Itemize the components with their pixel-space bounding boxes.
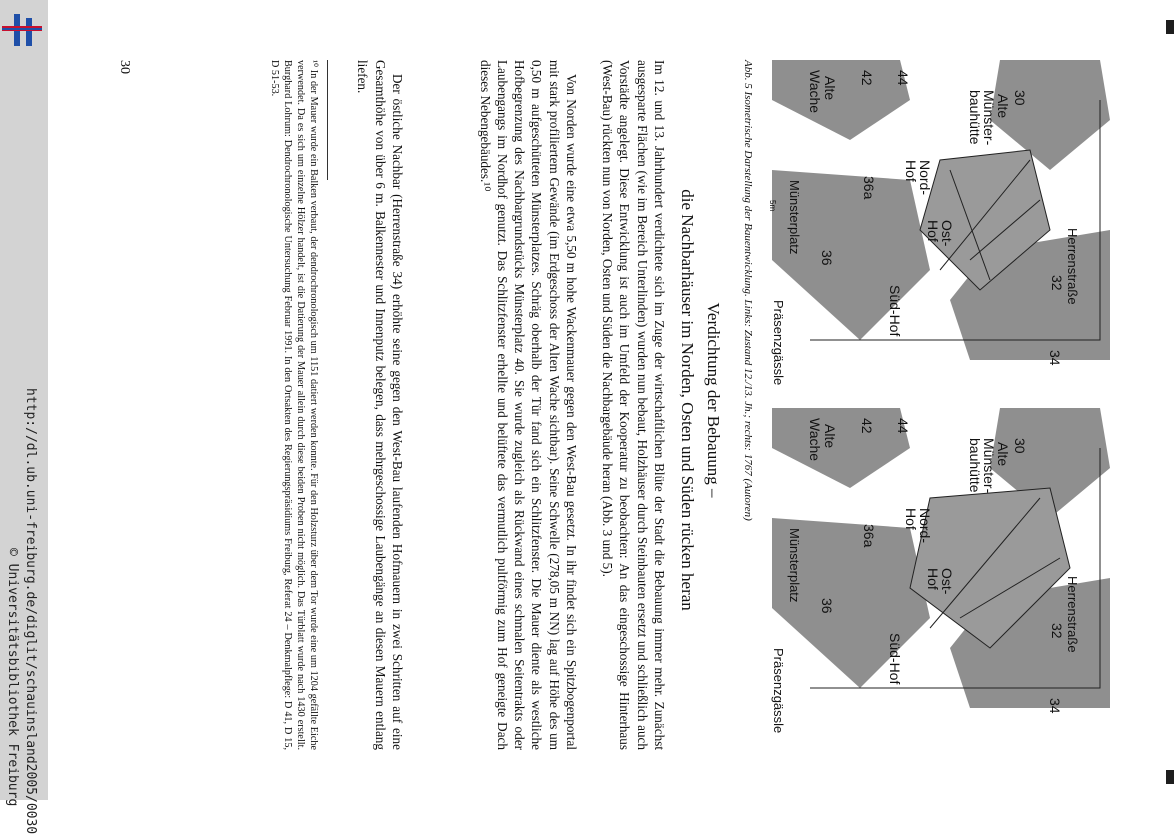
rotated-scan-page	[48, 0, 1110, 800]
label-alte-muensterbauhuette-2: Münster-	[981, 438, 997, 494]
label-praesenzgaessle: Präsenzgässle	[771, 648, 786, 734]
label-ost-hof-2: Hof	[925, 220, 941, 242]
label-herrenstrasse: Herrenstraße	[1065, 576, 1080, 653]
edge-mark	[1166, 770, 1174, 784]
label-praesenzgaessle: Präsenzgässle	[771, 300, 786, 386]
footnote-rule	[327, 60, 328, 180]
section-heading-line-1: Verdichtung der Bebauung –	[704, 302, 723, 498]
isometric-svg-left	[768, 60, 1110, 386]
label-nord-hof-2: Hof	[903, 508, 919, 530]
isometric-drawing-left	[768, 60, 1110, 386]
page-number: 30	[117, 60, 132, 74]
paragraph-1: Im 12. und 13. Jahrhundert verdichtete sich im Zuge der wirtschaftlichen Blüte der Stadt die Bebauung immer mehr. Zunächst ausgesparte Flächen (wie im Bereich Unterlinden) wurden nun bebaut, Holzhäuser durch Steinbauten ersetzt und schließlich auch Vorstädte angelegt. Diese Entwicklung ist auch im Umfeld der Kooperatur zu beobachten: An das eingeschossige Hinterhaus (West-Bau) rückten nun von Norden, Osten und Süden die Nachbargebäude heran (Abb. 3 und 5).	[600, 60, 667, 750]
isometric-drawing-right	[771, 408, 1110, 734]
label-muensterplatz: Münsterplatz	[787, 528, 802, 603]
paragraph-3: Der östliche Nachbar (Herrenstraße 34) erhöhte seine gegen den West-Bau laufenden Hofmauern in zwei Schritten auf eine Gesamthöhe von über 6 m. Balkennester und Innenputz belegen, dass mehrgeschossige Laubengänge an diesen Mauern entlang liefen.	[355, 60, 405, 750]
label-44: 44	[895, 70, 911, 86]
label-sued-hof: Süd-Hof	[887, 285, 903, 337]
label-42: 42	[859, 418, 875, 434]
label-nord-hof-1: Nord-	[917, 508, 933, 544]
label-ost-hof-1: Ost-	[939, 220, 955, 247]
viewer-gutter	[0, 0, 48, 834]
label-32: 32	[1049, 275, 1065, 291]
edge-mark	[1166, 20, 1174, 34]
label-36: 36	[819, 250, 835, 266]
label-sued-hof: Süd-Hof	[887, 633, 903, 685]
label-34: 34	[1047, 350, 1063, 366]
label-herrenstrasse: Herrenstraße	[1065, 228, 1080, 305]
isometric-svg-right	[771, 408, 1110, 734]
label-scale-5m: 5m	[768, 200, 777, 212]
copyright-notice: © Universitätsbibliothek Freiburg	[5, 548, 20, 807]
label-alte-wache-1: Alte	[822, 76, 838, 101]
label-ost-hof-2: Hof	[925, 568, 941, 590]
label-alte-wache-2: Wache	[807, 418, 823, 462]
viewer-logo-icon	[2, 14, 42, 46]
label-42: 42	[859, 70, 875, 86]
label-ost-hof-1: Ost-	[939, 568, 955, 595]
label-34: 34	[1047, 698, 1063, 714]
label-alte-muensterbauhuette-1: Alte	[995, 94, 1011, 119]
footnote-10: ¹⁰ In der Mauer wurde ein Balken verbaut, der dendrochronologisch um 1151 datiert werden konnte. Für den Holzsturz über dem Tor wurde eine um 1204 gefällte Eiche verwendet. Da es sich um einzelne Hölzer handelt, ist die Datierung der Mauer allein durch diese beiden Proben nicht möglich. Das Türblatt wurde nach 1430 erstellt. Burghard Lohrum: Dendrochronologische Untersuchung Februar 1991. In den Ortsakten des Regierungspräsidiums Freiburg, Referat 24 – Denkmalpflege: D 41, D 15, D 51-53.	[269, 60, 319, 750]
section-heading-line-2: die Nachbarhäuser im Norden, Osten und Süden rücken heran	[678, 189, 697, 611]
label-alte-wache-1: Alte	[822, 424, 838, 449]
label-36a: 36a	[861, 524, 877, 548]
figure-caption: Abb. 5 Isometrische Darstellung der Bauentwicklung. Links: Zustand 12./13. Jh.; rechts: 1767 (Autoren)	[742, 60, 754, 521]
label-alte-muensterbauhuette-3: bauhütte	[967, 438, 983, 493]
label-36a: 36a	[861, 176, 877, 200]
label-nord-hof-1: Nord-	[917, 160, 933, 196]
label-alte-muensterbauhuette-2: Münster-	[981, 90, 997, 146]
label-32: 32	[1049, 623, 1065, 639]
label-alte-wache-2: Wache	[807, 70, 823, 114]
source-url[interactable]: http://dl.ub.uni-freiburg.de/diglit/schauinsland2005/0030	[23, 388, 38, 834]
label-30: 30	[1012, 438, 1028, 454]
label-30: 30	[1012, 90, 1028, 106]
label-nord-hof-2: Hof	[903, 160, 919, 182]
paragraph-2: Von Norden wurde eine etwa 5,50 m hohe Wackenmauer gegen den West-Bau gesetzt. In ihr findet sich ein Spitzbogenportal mit stark profiliertem Gewände (im Erdgeschoss der Alten Wache sichtbar). Seine Schwelle (278,05 m NN) lag auf Höhe des um 0,50 m aufgeschütteten Münsterplatzes. Schräg oberhalb der Tür fand sich ein Schlitzfenster. Die Mauer diente als westliche Hofbegrenzung des Nachbargrundstücks Münsterplatz 40. Sie wurde zugleich als Rückwand eines schmalen Seitentrakts oder Laubengangs im Nordhof genutzt. Das Schlitzfenster erhellte und belüftete das vermutlich pultförmig zum Hof geneigte Dach dieses Nebengebäudes.¹⁰	[477, 60, 579, 750]
label-36: 36	[819, 598, 835, 614]
label-muensterplatz: Münsterplatz	[787, 180, 802, 255]
label-44: 44	[895, 418, 911, 434]
label-alte-muensterbauhuette-1: Alte	[995, 442, 1011, 467]
label-alte-muensterbauhuette-3: bauhütte	[967, 90, 983, 145]
